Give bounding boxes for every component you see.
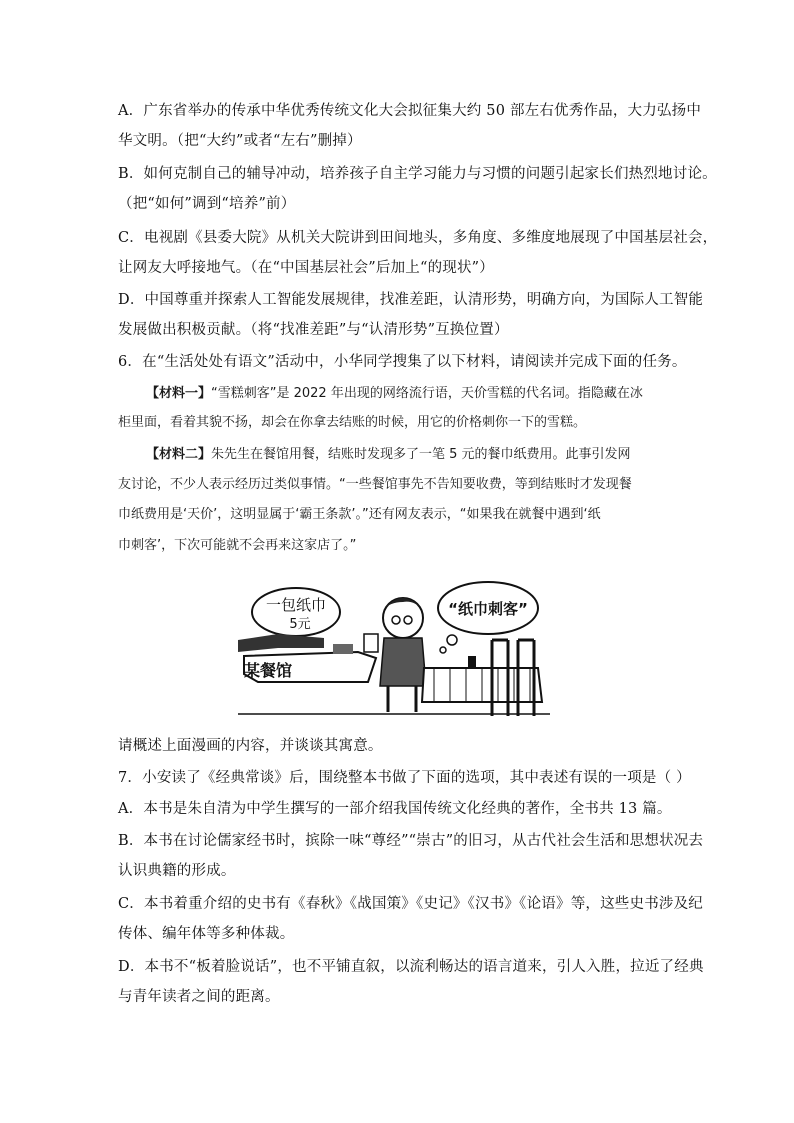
q5-option-c-line2: 让网友大呼接地气。（在“中国基层社会”后加上“的现状”） [118, 260, 494, 276]
q7-option-a: A．本书是朱自清为中学生撰写的一部介绍我国传统文化经典的著作，全书共 13 篇。 [118, 801, 672, 817]
bottle [468, 656, 476, 668]
shop-label: 某餐馆 [244, 661, 293, 680]
woman-legs [388, 686, 416, 712]
woman-body [380, 638, 426, 686]
napkin-assassin-cartoon [238, 578, 550, 718]
material-two-line2: 友讨论，不少人表示经历过类似事情。“一些餐馆事先不告知要收费，等到结账时才发现餐 [118, 477, 632, 492]
material-one-line1 [146, 385, 721, 403]
q5-option-c-line1: C．电视剧《县委大院》从机关大院讲到田间地头，多角度、多维度地展现了中国基层社会， [118, 230, 718, 246]
q5-option-b-line1: B．如何克制自己的辅导冲动，培养孩子自主学习能力与习惯的问题引起家长们热烈地讨论。 [118, 166, 717, 182]
material-two-line3: 巾纸费用是‘天价’，这明显属于‘霸王条款’。”还有网友表示，“如果我在就餐中遇到‘纸 [118, 507, 601, 522]
q5-option-d-line1: D．中国尊重并探索人工智能发展规律，找准差距，认清形势，明确方向，为国际人工智能 [118, 292, 704, 308]
cartoon-drawing [238, 578, 550, 718]
thought-text: “纸巾刺客” [448, 600, 528, 618]
q6-task: 请概述上面漫画的内容，并谈谈其寓意。 [118, 738, 383, 754]
material-two-line4: 巾刺客’，下次可能就不会再来这家店了。” [118, 538, 357, 553]
q7-option-c-line1: C．本书着重介绍的史书有《春秋》《战国策》《史记》《汉书》《论语》等，这些史书涉及纪 [118, 896, 703, 912]
receipt [364, 634, 378, 652]
material-one-line2: 柜里面，看着其貌不扬，却会在你拿去结账的时候，用它的价格刺你一下的雪糕。 [118, 415, 587, 430]
q5-option-a-line2: 华文明。（把“大约”或者“左右”删掉） [118, 133, 362, 149]
q5-option-d-line2: 发展做出积极贡献。（将“找准差距”与“认清形势”互换位置） [118, 322, 509, 338]
thought-dot-1 [447, 635, 457, 645]
material-two-line1 [146, 446, 721, 464]
material-two-tag: 【材料二】 [146, 447, 212, 462]
q7-option-b-line2: 认识典籍的形成。 [118, 863, 236, 879]
q5-option-a-line1: A．广东省举办的传承中华优秀传统文化大会拟征集大约 50 部左右优秀作品，大力弘扬中 [118, 103, 702, 119]
q7-option-b-line1: B．本书在讨论儒家经书时，摈除一味“尊经”“崇古”的旧习，从古代社会生活和思想状况去 [118, 833, 704, 849]
material-one-text1: “雪糕刺客”是 2022 年出现的网络流行语，天价雪糕的代名词。指隐藏在冰 [211, 386, 643, 401]
q7-option-d-line1: D．本书不“板着脸说话”，也不平铺直叙，以流利畅达的语言道来，引人入胜，拉近了经典 [118, 959, 704, 975]
q7-option-d-line2: 与青年读者之间的距离。 [118, 989, 280, 1005]
material-one-tag: 【材料一】 [146, 386, 212, 401]
material-two-text1: 朱先生在餐馆用餐，结账时发现多了一笔 5 元的餐巾纸费用。此事引发网 [211, 447, 631, 462]
q5-option-b-line2: （把“如何”调到“培养”前） [118, 196, 296, 212]
arm-sleeve [238, 634, 324, 652]
q7-option-c-line2: 传体、编年体等多种体裁。 [118, 926, 295, 942]
q6-stem: 6．在“生活处处有语文”活动中，小华同学搜集了以下材料，请阅读并完成下面的任务。 [118, 354, 687, 370]
thought-dot-2 [440, 647, 446, 653]
speech-text: 一包纸巾 [265, 596, 327, 614]
price-text: 5元 [289, 617, 311, 632]
napkin-box [333, 644, 353, 654]
q7-stem: 7．小安读了《经典常谈》后，围绕整本书做了下面的选项，其中表述有误的一项是（ ） [118, 770, 691, 786]
